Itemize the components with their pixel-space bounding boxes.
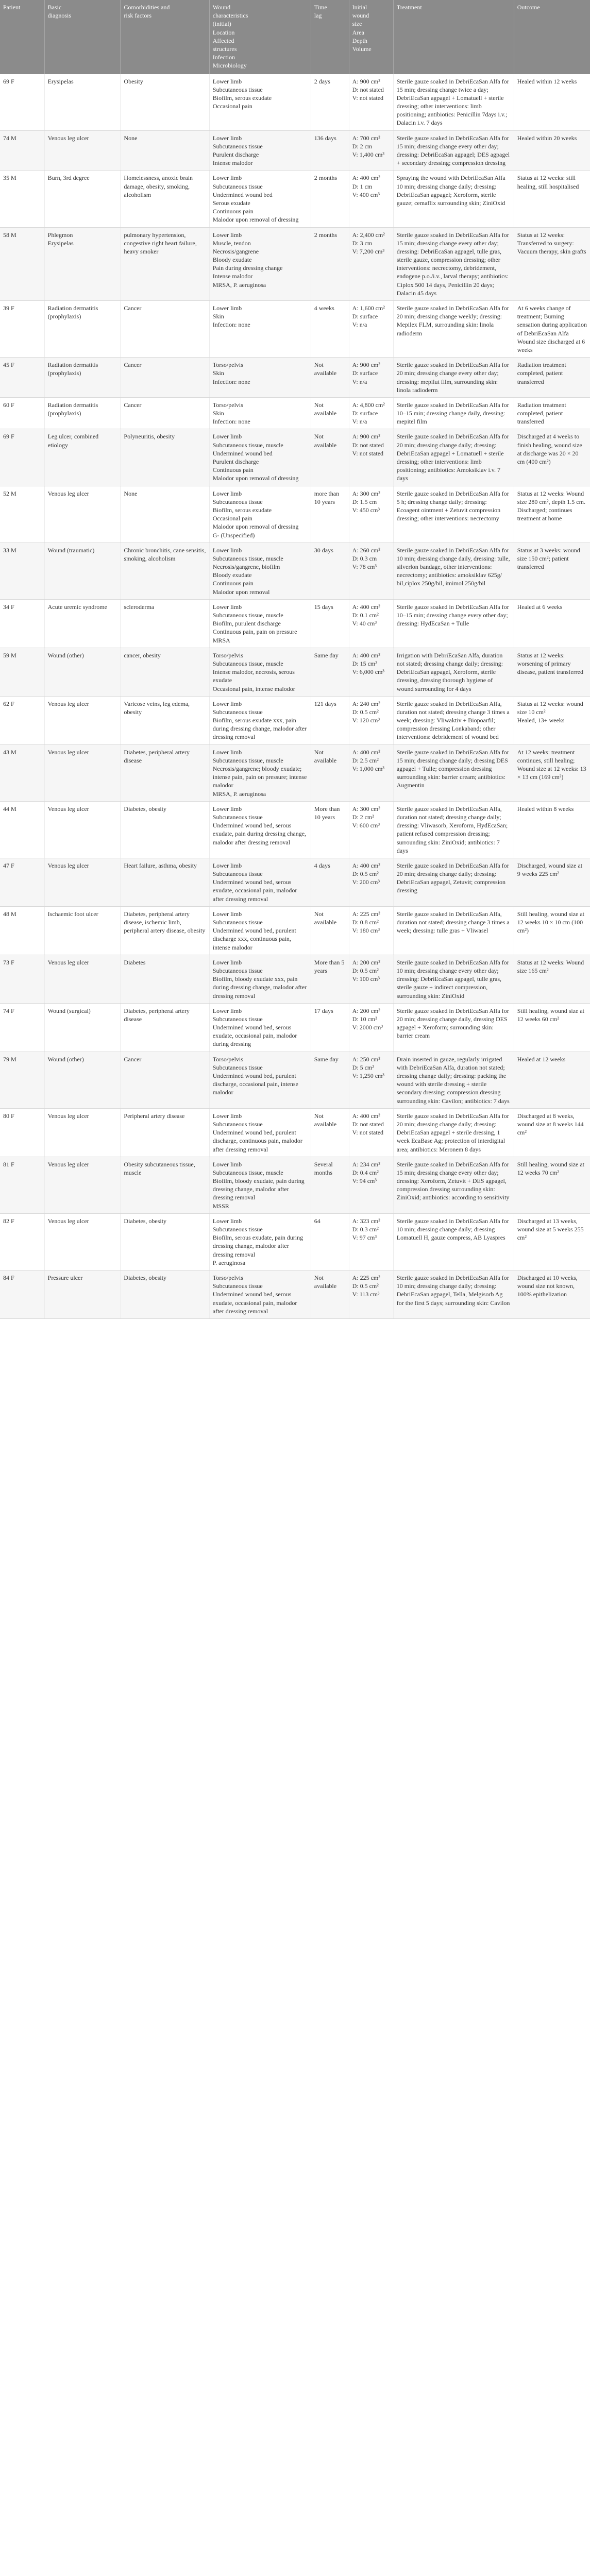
cell-comorbidities: Obesity [121, 74, 209, 131]
table-row [0, 1213, 590, 1270]
cell-outcome: At 6 weeks change of treatment; Burning sensation during application of DebriEcaSan Alfa Wound size discharged at 6 weeks [514, 301, 590, 358]
cell-time-lag: Not available [311, 1270, 349, 1318]
cell-comorbidities: Cancer [121, 1052, 209, 1108]
cell-treatment: Sterile gauze soaked in DebriEcaSan Alfa for 20 min; dressing change daily; dressing: DebriEcaSan agpagel, Zetuvit; compression dressing [393, 858, 514, 906]
cell-wound-characteristics: Lower limb Subcutaneous tissue Undermined wound bed, serous exudate, pain during dressing change, malodor after dressing removal [209, 801, 311, 858]
cell-initial-wound-size: A: 900 cm² D: surface V: n/a [349, 358, 393, 398]
cell-wound-characteristics: Lower limb Subcutaneous tissue Biofilm, bloody exudate xxx, pain during dressing change, malodor after dressing removal [209, 955, 311, 1003]
cell-patient: 35 M [0, 171, 44, 227]
table-row [0, 486, 590, 543]
cell-wound-characteristics: Lower limb Subcutaneous tissue Biofilm, serous exudate Occasional pain [209, 74, 311, 131]
cell-wound-characteristics: Lower limb Subcutaneous tissue Biofilm, serous exudate Occasional pain Malodor upon removal of dressing G- (Unspecified) [209, 486, 311, 543]
cell-wound-characteristics: Lower limb Subcutaneous tissue Undermined wound bed, purulent discharge xxx, continuous pain, intense malodor [209, 906, 311, 955]
cell-comorbidities: Cancer [121, 301, 209, 358]
cell-wound-characteristics: Lower limb Subcutaneous tissue, muscle Biofilm, purulent discharge Continuous pain, pain on pressure MRSA [209, 599, 311, 648]
cell-outcome: Discharged at 4 weeks to finish healing, wound size at discharge was 20 × 20 cm (400 cm²) [514, 429, 590, 486]
cell-initial-wound-size: A: 250 cm² D: 5 cm² V: 1,250 cm³ [349, 1052, 393, 1108]
cell-initial-wound-size: A: 400 cm² D: 2.5 cm² V: 1,000 cm³ [349, 744, 393, 801]
cell-treatment: Sterile gauze soaked in DebriEcaSan Alfa for 10 min; dressing change daily; dressing: DebriEcaSan agpagel, Tella, Melgisorb Ag for the first 5 days; surrounding skin: Cavilon [393, 1270, 514, 1318]
table-row [0, 74, 590, 131]
header-time-lag: Time lag [311, 0, 349, 74]
cell-time-lag: 136 days [311, 130, 349, 171]
cell-patient: 48 M [0, 906, 44, 955]
header-row [0, 0, 590, 74]
cell-comorbidities: None [121, 130, 209, 171]
cell-treatment: Sterile gauze soaked in DebriEcaSan Alfa for 20 min; dressing change daily, dressing DES agpagel + Xeroform; surrounding skin: barrier cream [393, 1003, 514, 1052]
cell-initial-wound-size: A: 240 cm² D: 0.5 cm² V: 120 cm³ [349, 696, 393, 744]
cell-patient: 44 M [0, 801, 44, 858]
table-row [0, 648, 590, 696]
cell-outcome: Status at 12 weeks: wound size 10 cm² Healed, 13+ weeks [514, 696, 590, 744]
cell-outcome: Discharged, wound size at 9 weeks 225 cm² [514, 858, 590, 906]
cell-diagnosis: Phlegmon Erysipelas [44, 227, 121, 301]
cell-comorbidities: Cancer [121, 397, 209, 429]
cell-comorbidities: Polyneuritis, obesity [121, 429, 209, 486]
cell-diagnosis: Wound (surgical) [44, 1003, 121, 1052]
cell-time-lag: More than 5 years [311, 955, 349, 1003]
table-row [0, 801, 590, 858]
cell-initial-wound-size: A: 400 cm² D: 0.5 cm² V: 200 cm³ [349, 858, 393, 906]
cell-wound-characteristics: Lower limb Subcutaneous tissue Undermined wound bed, serous exudate, occasional pain, malodor after dressing removal [209, 858, 311, 906]
cell-outcome: Healed within 20 weeks [514, 130, 590, 171]
cell-initial-wound-size: A: 200 cm² D: 10 cm² V: 2000 cm³ [349, 1003, 393, 1052]
cell-comorbidities: Chronic bronchitis, cane sensitis, smoking, alcoholism [121, 543, 209, 599]
cell-time-lag: more than 10 years [311, 486, 349, 543]
cell-outcome: Still healing, wound size at 12 weeks 70 cm² [514, 1157, 590, 1213]
cell-outcome: Healed within 12 weeks [514, 74, 590, 131]
cell-time-lag: 121 days [311, 696, 349, 744]
cell-outcome: Status at 12 weeks: Wound size 280 cm², depth 1.5 cm. Discharged; continues treatment at home [514, 486, 590, 543]
cell-outcome: Radiation treatment completed, patient transferred [514, 397, 590, 429]
cell-initial-wound-size: A: 260 cm² D: 0.3 cm V: 78 cm³ [349, 543, 393, 599]
cell-outcome: Healed at 12 weeks [514, 1052, 590, 1108]
cell-diagnosis: Burn, 3rd degree [44, 171, 121, 227]
cell-time-lag: Not available [311, 358, 349, 398]
cell-diagnosis: Venous leg ulcer [44, 486, 121, 543]
cell-outcome: Healed within 8 weeks [514, 801, 590, 858]
cell-initial-wound-size: A: 900 cm² D: not stated V: not stated [349, 74, 393, 131]
cell-comorbidities: Homelessness, anoxic brain damage, obesity, smoking, alcoholism [121, 171, 209, 227]
cell-outcome: Discharged at 13 weeks, wound size at 5 weeks 255 cm² [514, 1213, 590, 1270]
cell-comorbidities: Diabetes, peripheral artery disease [121, 1003, 209, 1052]
cell-wound-characteristics: Lower limb Subcutaneous tissue Purulent discharge Intense malodor [209, 130, 311, 171]
cell-comorbidities: Diabetes, obesity [121, 801, 209, 858]
cell-time-lag: 30 days [311, 543, 349, 599]
cell-time-lag: More than 10 years [311, 801, 349, 858]
table-row [0, 397, 590, 429]
cell-treatment: Sterile gauze soaked in DebriEcaSan Alfa for 20 min; dressing change daily; dressing: DebriEcaSan agpagel + sterile dressing, 1 week EcaBase Ag; protection of interdigital area; antibiotics: Meronem 8 days [393, 1108, 514, 1157]
cell-comorbidities: Cancer [121, 358, 209, 398]
cell-diagnosis: Venous leg ulcer [44, 858, 121, 906]
cell-outcome: Status at 12 weeks: worsening of primary disease, patient transferred [514, 648, 590, 696]
cell-patient: 52 M [0, 486, 44, 543]
cell-diagnosis: Venous leg ulcer [44, 801, 121, 858]
cell-diagnosis: Leg ulcer, combined etiology [44, 429, 121, 486]
cell-time-lag: 2 months [311, 227, 349, 301]
cell-treatment: Sterile gauze soaked in DebriEcaSan Alfa, duration not stated; dressing change 3 times a week; dressing: Vliwaktiv + Biopoarfil; compression dressing Lonkaband; other interventions: debridement of wound bed [393, 696, 514, 744]
cell-outcome: Still healing, wound size at 12 weeks 60 cm² [514, 1003, 590, 1052]
cell-diagnosis: Venous leg ulcer [44, 1213, 121, 1270]
cell-time-lag: 4 weeks [311, 301, 349, 358]
cell-comorbidities: Varicose veins, leg edema, obesity [121, 696, 209, 744]
table-row [0, 130, 590, 171]
cell-initial-wound-size: A: 1,600 cm² D: surface V: n/a [349, 301, 393, 358]
cell-treatment: Sterile gauze soaked in DebriEcaSan Alfa for 5 h; dressing change daily; dressing: Ecoagent ointment + Zetuvit compression dressing; other interventions: necrectomy [393, 486, 514, 543]
cell-time-lag: Several months [311, 1157, 349, 1213]
cell-diagnosis: Venous leg ulcer [44, 130, 121, 171]
cell-initial-wound-size: A: 234 cm² D: 0.4 cm² V: 94 cm³ [349, 1157, 393, 1213]
table-row [0, 301, 590, 358]
cell-treatment: Sterile gauze soaked in DebriEcaSan Alfa for 10 min; dressing change daily; dressing Lomatuell H, gauze compress, AB Lyaspres [393, 1213, 514, 1270]
cell-patient: 73 F [0, 955, 44, 1003]
cell-initial-wound-size: A: 300 cm² D: 1.5 cm V: 450 cm³ [349, 486, 393, 543]
cell-treatment: Sterile gauze soaked in DebriEcaSan Alfa, duration not stated; dressing change 3 times a week; dressing: tulle gras + Vliwasel [393, 906, 514, 955]
cell-diagnosis: Radiation dermatitis (prophylaxis) [44, 397, 121, 429]
cell-initial-wound-size: A: 200 cm² D: 0.5 cm² V: 100 cm³ [349, 955, 393, 1003]
cell-comorbidities: Heart failure, asthma, obesity [121, 858, 209, 906]
cell-initial-wound-size: A: 400 cm² D: 1 cm V: 400 cm³ [349, 171, 393, 227]
cell-treatment: Sterile gauze soaked in DebriEcaSan Alfa for 15 min; dressing change daily; dressing DES agpagel + Tulle; compression dressing surrounding skin: barrier cream; antibiotics: Augmentin [393, 744, 514, 801]
cell-initial-wound-size: A: 225 cm² D: 0.5 cm² V: 113 cm³ [349, 1270, 393, 1318]
cell-treatment: Sterile gauze soaked in DebriEcaSan Alfa for 15 min; dressing change every other day; dressing: DebriEcaSan agpagel, tulle gras, sterile gauze, compression dressing; other interventions: necrectomy, debridement, endogene p.o./i.v., larval therapy; antibiotics: Ciplox 500 14 days, Penicillin 20 days; Dalacin 45 days [393, 227, 514, 301]
cell-comorbidities: Diabetes, obesity [121, 1213, 209, 1270]
cell-time-lag: 15 days [311, 599, 349, 648]
cell-wound-characteristics: Lower limb Subcutaneous tissue Undermined wound bed Serous exudate Continuous pain Malodor upon removal of dressing [209, 171, 311, 227]
table-body [0, 74, 590, 1319]
cell-wound-characteristics: Lower limb Subcutaneous tissue, muscle Necrosis/gangrene, biofilm Bloody exudate Continuous pain Malodor upon removal [209, 543, 311, 599]
cell-comorbidities: None [121, 486, 209, 543]
cell-treatment: Sterile gauze soaked in DebriEcaSan Alfa for 15 min; dressing change every other day; dressing: DebriEcaSan agpagel; DES agpagel + secondary dressing; compression dressing [393, 130, 514, 171]
cell-diagnosis: Acute uremic syndrome [44, 599, 121, 648]
cell-wound-characteristics: Lower limb Subcutaneous tissue, muscle Undermined wound bed Purulent discharge Continuous pain Malodor upon removal of dressing [209, 429, 311, 486]
cell-outcome: Still healing, wound size at 12 weeks 10 × 10 cm (100 cm²) [514, 906, 590, 955]
cell-diagnosis: Radiation dermatitis (prophylaxis) [44, 358, 121, 398]
header-initial-wound-size: Initial wound size Area Depth Volume [349, 0, 393, 74]
cell-treatment: Sterile gauze soaked in DebriEcaSan Alfa for 20 min; dressing change every other day; dressing: mepilut film, surrounding skin: linola radioderm [393, 358, 514, 398]
cell-comorbidities: pulmonary hypertension, congestive right heart failure, heavy smoker [121, 227, 209, 301]
cell-comorbidities: Diabetes, peripheral artery disease, ischemic limb, peripheral artery disease, obesity [121, 906, 209, 955]
table-row [0, 955, 590, 1003]
cell-diagnosis: Venous leg ulcer [44, 744, 121, 801]
header-diagnosis: Basic diagnosis [44, 0, 121, 74]
cell-comorbidities: scleroderma [121, 599, 209, 648]
cell-patient: 84 F [0, 1270, 44, 1318]
table-row [0, 1157, 590, 1213]
cell-wound-characteristics: Lower limb Subcutaneous tissue Undermined wound bed, serous exudate, occasional pain, malodor during dressing [209, 1003, 311, 1052]
cell-time-lag: Not available [311, 397, 349, 429]
cell-diagnosis: Erysipelas [44, 74, 121, 131]
cell-comorbidities: cancer, obesity [121, 648, 209, 696]
cell-wound-characteristics: Lower limb Subcutaneous tissue Undermined wound bed, purulent discharge, continuous pain, malodor after dressing removal [209, 1108, 311, 1157]
cell-patient: 45 F [0, 358, 44, 398]
cell-initial-wound-size: A: 400 cm² D: 15 cm² V: 6,000 cm³ [349, 648, 393, 696]
cell-treatment: Sterile gauze soaked in DebriEcaSan Alfa for 20 min; dressing change daily; dressing: DebriEcaSan agpagel + Lomatuell + sterile dressing; other interventions: limb positioning; antibiotics: Amoksiklav i.v. 7 days [393, 429, 514, 486]
table-row [0, 358, 590, 398]
cell-outcome: Discharged at 10 weeks, wound size not known, 100% epithelization [514, 1270, 590, 1318]
cell-wound-characteristics: Lower limb Subcutaneous tissue, muscle Biofilm, bloody exudate, pain during dressing change, malodor after dressing removal MSSR [209, 1157, 311, 1213]
cell-treatment: Sterile gauze soaked in DebriEcaSan Alfa for 10–15 min; dressing change daily, dressing: mepitel film [393, 397, 514, 429]
cell-diagnosis: Venous leg ulcer [44, 1157, 121, 1213]
table-row [0, 906, 590, 955]
cell-patient: 69 F [0, 74, 44, 131]
cell-patient: 33 M [0, 543, 44, 599]
cell-outcome: Healed at 6 weeks [514, 599, 590, 648]
cell-outcome: Status at 12 weeks: Transferred to surgery: Vacuum therapy, skin grafts [514, 227, 590, 301]
cell-comorbidities: Obesity subcutaneous tissue, muscle [121, 1157, 209, 1213]
cell-patient: 79 M [0, 1052, 44, 1108]
cell-wound-characteristics: Lower limb Skin Infection: none [209, 301, 311, 358]
table-row [0, 1270, 590, 1318]
cell-wound-characteristics: Torso/pelvis Subcutaneous tissue Undermined wound bed, purulent discharge, occasional pain, intense malodor [209, 1052, 311, 1108]
cell-treatment: Spraying the wound with DebriEcaSan Alfa 10 min; dressing change daily; dressing: DebriEcaSan agpagel; Xeroform, sterile gauze; cemaflix surrounding skin; ZiniOxid [393, 171, 514, 227]
cell-wound-characteristics: Torso/pelvis Skin Infection: none [209, 358, 311, 398]
table-row [0, 599, 590, 648]
cell-treatment: Sterile gauze soaked in DebriEcaSan Alfa, duration not stated; dressing change daily; dressing: Vliwasorb, Xeroform, HydEcaSan; patient refused compression dressing; surrounding skin: ZiniOxid; antibiotics: 7 days [393, 801, 514, 858]
cell-time-lag: Not available [311, 429, 349, 486]
cell-diagnosis: Venous leg ulcer [44, 696, 121, 744]
cell-outcome: Discharged at 8 weeks, wound size at 8 weeks 144 cm² [514, 1108, 590, 1157]
cell-patient: 58 M [0, 227, 44, 301]
cell-comorbidities: Diabetes, obesity [121, 1270, 209, 1318]
cell-patient: 59 M [0, 648, 44, 696]
header-patient: Patient [0, 0, 44, 74]
cell-time-lag: 4 days [311, 858, 349, 906]
cell-time-lag: Same day [311, 1052, 349, 1108]
cell-initial-wound-size: A: 225 cm² D: 0.8 cm² V: 180 cm³ [349, 906, 393, 955]
cell-initial-wound-size: A: 900 cm² D: not stated V: not stated [349, 429, 393, 486]
cell-patient: 43 M [0, 744, 44, 801]
cell-treatment: Sterile gauze soaked in DebriEcaSan Alfa for 10 min; dressing change every other day; dressing: DebriEcaSan agpagel, tulle gras, sterile gauze + indirect compression, surrounding skin: ZiniOxid [393, 955, 514, 1003]
cell-diagnosis: Pressure ulcer [44, 1270, 121, 1318]
cell-patient: 69 F [0, 429, 44, 486]
cell-outcome: At 12 weeks: treatment continues, still healing; Wound size at 12 weeks: 13 × 13 cm (169 cm²) [514, 744, 590, 801]
cell-diagnosis: Radiation dermatitis (prophylaxis) [44, 301, 121, 358]
header-treatment: Treatment [393, 0, 514, 74]
cell-patient: 47 F [0, 858, 44, 906]
cell-outcome: Status at 12 weeks: Wound size 165 cm² [514, 955, 590, 1003]
table-row [0, 1052, 590, 1108]
cell-initial-wound-size: A: 300 cm² D: 2 cm² V: 600 cm³ [349, 801, 393, 858]
cell-wound-characteristics: Lower limb Muscle, tendon Necrosis/gangrene Bloody exudate Pain during dressing change Intense malodor MRSA, P. aeruginosa [209, 227, 311, 301]
cell-diagnosis: Venous leg ulcer [44, 955, 121, 1003]
cell-patient: 39 F [0, 301, 44, 358]
header-wound-characteristics: Wound characteristics (initial) Location Affected structures Infection Microbiology [209, 0, 311, 74]
cell-wound-characteristics: Torso/pelvis Skin Infection: none [209, 397, 311, 429]
cell-patient: 34 F [0, 599, 44, 648]
cell-initial-wound-size: A: 400 cm² D: 0.1 cm² V: 40 cm³ [349, 599, 393, 648]
header-outcome: Outcome [514, 0, 590, 74]
cell-time-lag: Same day [311, 648, 349, 696]
cell-wound-characteristics: Lower limb Subcutaneous tissue Biofilm, serous exudate, pain during dressing change, malodor after dressing removal P. aeruginosa [209, 1213, 311, 1270]
cell-treatment: Sterile gauze soaked in DebriEcaSan Alfa for 15 min; dressing change twice a day; DebriEcaSan agpagel + Lomatuell + sterile dressing; other interventions: limb positioning; antibiotics: Penicillin 7days i.v.; Dalacin i.v. 7 days [393, 74, 514, 131]
table-row [0, 1108, 590, 1157]
cell-outcome: Radiation treatment completed, patient transferred [514, 358, 590, 398]
cell-initial-wound-size: A: 4,800 cm² D: surface V: n/a [349, 397, 393, 429]
cell-initial-wound-size: A: 323 cm² D: 0.3 cm² V: 97 cm³ [349, 1213, 393, 1270]
cell-patient: 74 M [0, 130, 44, 171]
cell-time-lag: Not available [311, 906, 349, 955]
cell-initial-wound-size: A: 700 cm² D: 2 cm V: 1,400 cm³ [349, 130, 393, 171]
cell-diagnosis: Wound (traumatic) [44, 543, 121, 599]
cell-wound-characteristics: Torso/pelvis Subcutaneous tissue, muscle Intense malodor, necrosis, serous exudate Occasional pain, intense malodor [209, 648, 311, 696]
table-row [0, 696, 590, 744]
cell-patient: 74 F [0, 1003, 44, 1052]
cell-treatment: Sterile gauze soaked in DebriEcaSan Alfa for 15 min; dressing change every other day; dressing: Xeroform, Zetuvit + DES agpagel, compression dressing surrounding skin: ZiniOxid; antibiotics: according to sensitivity [393, 1157, 514, 1213]
table-row [0, 543, 590, 599]
cell-patient: 60 F [0, 397, 44, 429]
cell-initial-wound-size: A: 400 cm² D: not stated V: not stated [349, 1108, 393, 1157]
table-row [0, 171, 590, 227]
cell-treatment: Irrigation with DebriEcaSan Alfa, duration not stated; dressing change daily; dressing: DebriEcaSan agpagel, Xeroform, sterile dressing, dressing thorough hygiene of wound surrounding for 4 days [393, 648, 514, 696]
table-row [0, 858, 590, 906]
table-row [0, 744, 590, 801]
cell-diagnosis: Wound (other) [44, 648, 121, 696]
cell-wound-characteristics: Lower limb Subcutaneous tissue Biofilm, serous exudate xxx, pain during dressing change, malodor after dressing removal [209, 696, 311, 744]
cell-outcome: Status at 12 weeks: still healing, still hospitalised [514, 171, 590, 227]
cell-patient: 81 F [0, 1157, 44, 1213]
cell-comorbidities: Peripheral artery disease [121, 1108, 209, 1157]
cell-diagnosis: Venous leg ulcer [44, 1108, 121, 1157]
cell-time-lag: Not available [311, 744, 349, 801]
table-row [0, 429, 590, 486]
cell-time-lag: Not available [311, 1108, 349, 1157]
cell-treatment: Sterile gauze soaked in DebriEcaSan Alfa for 20 min; dressing change weekly; dressing: Mepilex FLM, surrounding skin: linola radioderm [393, 301, 514, 358]
cell-time-lag: 64 [311, 1213, 349, 1270]
table-header [0, 0, 590, 74]
table-row [0, 1003, 590, 1052]
table-row [0, 227, 590, 301]
cell-patient: 62 F [0, 696, 44, 744]
cell-treatment: Sterile gauze soaked in DebriEcaSan Alfa for 10–15 min; dressing change every other day; dressing: HydEcaSan + Tulle [393, 599, 514, 648]
cell-patient: 82 F [0, 1213, 44, 1270]
cell-outcome: Status at 3 weeks: wound size 150 cm²; patient transferred [514, 543, 590, 599]
cell-time-lag: 2 days [311, 74, 349, 131]
cell-diagnosis: Ischaemic foot ulcer [44, 906, 121, 955]
cell-treatment: Sterile gauze soaked in DebriEcaSan Alfa for 10 min; dressing change daily, dressing: tulle, silverlon bandage, other interventions: necrectomy; antibiotics: amoksiklav 625g/ bil,ciplox 250g/bil, imimol 250g/bil [393, 543, 514, 599]
cell-initial-wound-size: A: 2,400 cm² D: 3 cm V: 7,200 cm³ [349, 227, 393, 301]
cell-diagnosis: Wound (other) [44, 1052, 121, 1108]
header-comorbidities: Comorbidities and risk factors [121, 0, 209, 74]
cell-time-lag: 17 days [311, 1003, 349, 1052]
cell-wound-characteristics: Torso/pelvis Subcutaneous tissue Undermined wound bed, serous exudate, occasional pain, malodor after dressing removal [209, 1270, 311, 1318]
cell-patient: 80 F [0, 1108, 44, 1157]
cell-comorbidities: Diabetes, peripheral artery disease [121, 744, 209, 801]
cell-treatment: Drain inserted in gauze, regularly irrigated with DebriEcaSan Alfa, duration not stated; dressing change daily; dressing: packing the wound with sterile dressing + sterile secondary dressing; compression dressing surrounding skin: Cavilon; antibiotics: 7 days [393, 1052, 514, 1108]
cell-comorbidities: Diabetes [121, 955, 209, 1003]
cell-wound-characteristics: Lower limb Subcutaneous tissue, muscle Necrosis/gangrene; bloody exudate; intense pain, pain on pressure; intense malodor MRSA, P. aeruginosa [209, 744, 311, 801]
cell-time-lag: 2 months [311, 171, 349, 227]
